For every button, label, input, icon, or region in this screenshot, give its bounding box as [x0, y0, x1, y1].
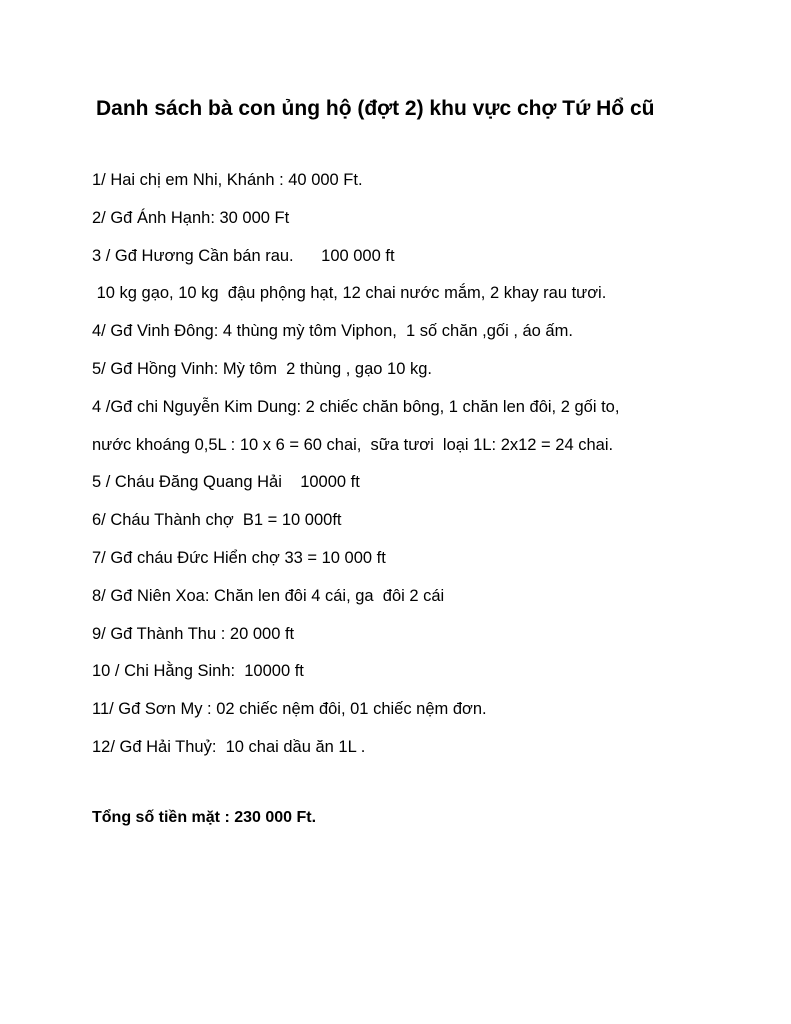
donation-line-4: 10 kg gạo, 10 kg đậu phộng hạt, 12 chai nước mắm, 2 khay rau tươi. — [92, 284, 607, 303]
donation-line-3: 3 / Gđ Hương Cần bán rau. 100 000 ft — [92, 246, 395, 265]
donation-line-6: 5/ Gđ Hồng Vinh: Mỳ tôm 2 thùng , gạo 10 kg. — [92, 359, 432, 378]
donation-line-8: nước khoáng 0,5L : 10 x 6 = 60 chai, sữa tươi loại 1L: 2x12 = 24 chai. — [92, 435, 614, 454]
donation-line-12: 8/ Gđ Niên Xoa: Chăn len đôi 4 cái, ga đôi 2 cái — [92, 586, 445, 605]
donation-line-5: 4/ Gđ Vinh Đông: 4 thùng mỳ tôm Viphon, 1 số chăn ,gối , áo ấm. — [92, 322, 573, 341]
donation-list — [92, 166, 732, 771]
document-title: Danh sách bà con ủng hộ (đợt 2) khu vực chợ Tứ Hổ cũ — [96, 97, 655, 120]
donation-line-10: 6/ Cháu Thành chợ B1 = 10 000ft — [92, 511, 342, 530]
cash-total: Tổng số tiền mặt : 230 000 Ft. — [92, 809, 317, 826]
donation-line-2: 2/ Gđ Ánh Hạnh: 30 000 Ft — [92, 208, 290, 227]
donation-line-15: 11/ Gđ Sơn My : 02 chiếc nệm đôi, 01 chiếc nệm đơn. — [92, 700, 487, 719]
donation-line-14: 10 / Chi Hằng Sinh: 10000 ft — [92, 662, 304, 681]
donation-line-11: 7/ Gđ cháu Đức Hiển chợ 33 = 10 000 ft — [92, 548, 386, 567]
donation-line-9: 5 / Cháu Đăng Quang Hải 10000 ft — [92, 473, 360, 492]
donation-line-13: 9/ Gđ Thành Thu : 20 000 ft — [92, 624, 295, 643]
donation-line-7: 4 /Gđ chi Nguyễn Kim Dung: 2 chiếc chăn bông, 1 chăn len đôi, 2 gối to, — [92, 397, 620, 416]
donation-line-1: 1/ Hai chị em Nhi, Khánh : 40 000 Ft. — [92, 171, 363, 189]
donation-line-16: 12/ Gđ Hải Thuỷ: 10 chai dầu ăn 1L . — [92, 737, 366, 756]
